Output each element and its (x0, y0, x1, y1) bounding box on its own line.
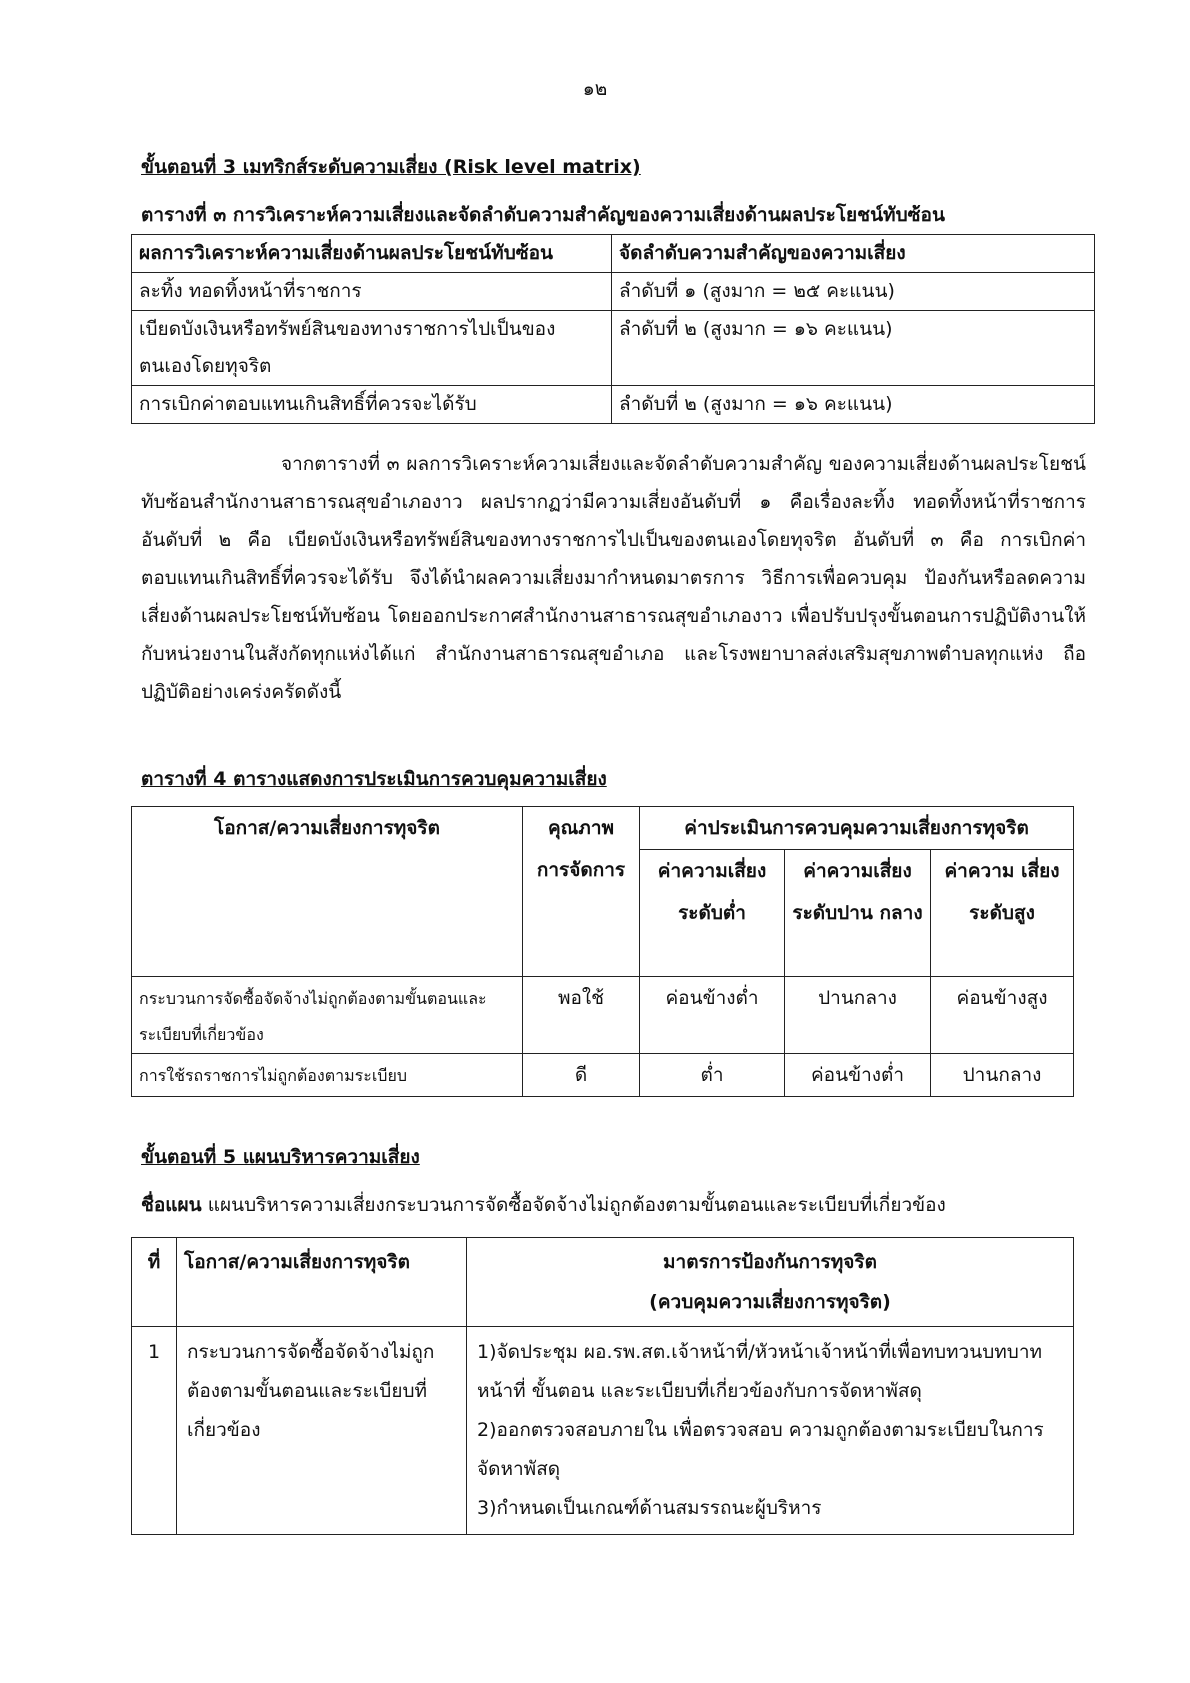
table-row (132, 1327, 1074, 1535)
table4-caption: ตารางที่ 4 ตารางแสดงการประเมินการควบคุมความเสี่ยง (141, 768, 607, 790)
cell-priority: ลำดับที่ ๒ (สูงมาก = ๑๖ คะแนน) (612, 311, 1095, 386)
header-measures-line1: มาตรการป้องกันการทุจริต (663, 1251, 877, 1273)
table-header-row (132, 235, 1095, 273)
cell-low: ค่อนข้างต่ำ (640, 977, 785, 1054)
header-risk: โอกาส/ความเสี่ยงการทุจริต (177, 1238, 467, 1327)
analysis-paragraph (141, 445, 1086, 711)
table3-caption: ตารางที่ ๓ การวิเคราะห์ความเสี่ยงและจัดลำดับความสำคัญของความเสี่ยงด้านผลประโยชน์ทับซ้อน (141, 204, 945, 226)
risk-control-table (131, 806, 1074, 1097)
cell-analysis: เบียดบังเงินหรือทรัพย์สินของทางราชการไปเป็นของตนเองโดยทุจริต (132, 311, 612, 386)
header-mid: ค่าความเสี่ยง ระดับปาน กลาง (785, 850, 931, 977)
header-analysis: ผลการวิเคราะห์ความเสี่ยงด้านผลประโยชน์ทับซ้อน (132, 235, 612, 273)
measure-item: 3)กำหนดเป็นเกณฑ์ด้านสมรรถนะผู้บริหาร (477, 1497, 822, 1519)
table-row (132, 1054, 1074, 1097)
cell-no: 1 (132, 1327, 177, 1535)
cell-quality: ดี (523, 1054, 640, 1097)
plan-name: แผนบริหารความเสี่ยงกระบวนการจัดซื้อจัดจ้างไม่ถูกต้องตามขั้นตอนและระเบียบที่เกี่ยวข้อง (207, 1194, 946, 1216)
measure-item: 2)ออกตรวจสอบภายใน เพื่อตรวจสอบ ความถูกต้องตามระเบียบในการจัดหาพัสดุ (477, 1419, 1044, 1480)
table-header-row (132, 807, 1074, 850)
plan-label: ชื่อแผน (141, 1194, 202, 1216)
cell-priority: ลำดับที่ ๑ (สูงมาก = ๒๕ คะแนน) (612, 273, 1095, 311)
cell-low: ต่ำ (640, 1054, 785, 1097)
header-no: ที่ (132, 1238, 177, 1327)
header-evaluation: ค่าประเมินการควบคุมความเสี่ยงการทุจริต (640, 807, 1074, 850)
header-measures (467, 1238, 1074, 1327)
cell-risk: การใช้รถราชการไม่ถูกต้องตามระเบียบ (132, 1054, 523, 1097)
table-header-row (132, 1238, 1074, 1327)
cell-measures (467, 1327, 1074, 1535)
table-row (132, 386, 1095, 424)
table-row (132, 273, 1095, 311)
cell-risk: กระบวนการจัดซื้อจัดจ้างไม่ถูกต้องตามขั้นตอนและระเบียบที่เกี่ยวข้อง (132, 977, 523, 1054)
risk-priority-table (131, 234, 1095, 424)
cell-mid: ค่อนข้างต่ำ (785, 1054, 931, 1097)
header-low: ค่าความเสี่ยง ระดับต่ำ (640, 850, 785, 977)
step3-heading: ขั้นตอนที่ 3 เมทริกส์ระดับความเสี่ยง (Risk level matrix) (141, 156, 641, 178)
header-high: ค่าความ เสี่ยง ระดับสูง (931, 850, 1074, 977)
header-risk: โอกาส/ความเสี่ยงการทุจริต (132, 807, 523, 977)
paragraph-text: จากตารางที่ ๓ ผลการวิเคราะห์ความเสี่ยงและจัดลำดับความสำคัญ ของความเสี่ยงด้านผลประโยชน์ทับซ้อนสำนักงานสาธารณสุขอำเภองาว ผลปรากฏว่ามีความเสี่ยงอันดับที่ ๑ คือเรื่องละทิ้ง ทอดทิ้งหน้าที่ราชการ อันดับที่ ๒ คือ เบียดบังเงินหรือทรัพย์สินของทางราชการไปเป็นของตนเองโดยทุจริต อันดับที่ ๓ คือ การเบิกค่าตอบแทนเกินสิทธิ์ที่ควรจะได้รับ จึงได้นำผลความเสี่ยงมากำหนดมาตรการ วิธีการเพื่อควบคุม ป้องกันหรือลดความเสี่ยงด้านผลประโยชน์ทับซ้อน โดยออกประกาศสำนักงานสาธารณสุขอำเภองาว เพื่อปรับปรุงขั้นตอนการปฏิบัติงานให้กับหน่วยงานในสังกัดทุกแห่งได้แก่ สำนักงานสาธารณสุขอำเภอ และโรงพยาบาลส่งเสริมสุขภาพตำบลทุกแห่ง ถือปฏิบัติอย่างเคร่งครัดดังนี้ (141, 453, 1086, 703)
table-row (132, 311, 1095, 386)
cell-analysis: การเบิกค่าตอบแทนเกินสิทธิ์ที่ควรจะได้รับ (132, 386, 612, 424)
cell-risk: กระบวนการจัดซื้อจัดจ้างไม่ถูกต้องตามขั้นตอนและระเบียบที่เกี่ยวข้อง (177, 1327, 467, 1535)
cell-high: ค่อนข้างสูง (931, 977, 1074, 1054)
table-row (132, 977, 1074, 1054)
header-measures-line2: (ควบคุมความเสี่ยงการทุจริต) (649, 1291, 891, 1313)
cell-priority: ลำดับที่ ๒ (สูงมาก = ๑๖ คะแนน) (612, 386, 1095, 424)
cell-mid: ปานกลาง (785, 977, 931, 1054)
cell-analysis: ละทิ้ง ทอดทิ้งหน้าที่ราชการ (132, 273, 612, 311)
cell-quality: พอใช้ (523, 977, 640, 1054)
header-priority: จัดลำดับความสำคัญของความเสี่ยง (612, 235, 1095, 273)
step5-heading: ขั้นตอนที่ 5 แผนบริหารความเสี่ยง (141, 1146, 420, 1168)
header-quality: คุณภาพ การจัดการ (523, 807, 640, 977)
risk-management-plan-table (131, 1237, 1074, 1535)
plan-name-line (141, 1190, 946, 1220)
measure-item: 1)จัดประชุม ผอ.รพ.สต.เจ้าหน้าที่/หัวหน้าเจ้าหน้าที่เพื่อทบทวนบทบาทหน้าที่ ขั้นตอน และระเบียบที่เกี่ยวข้องกับการจัดหาพัสดุ (477, 1341, 1043, 1402)
page-number: ๑๒ (582, 78, 608, 100)
cell-high: ปานกลาง (931, 1054, 1074, 1097)
